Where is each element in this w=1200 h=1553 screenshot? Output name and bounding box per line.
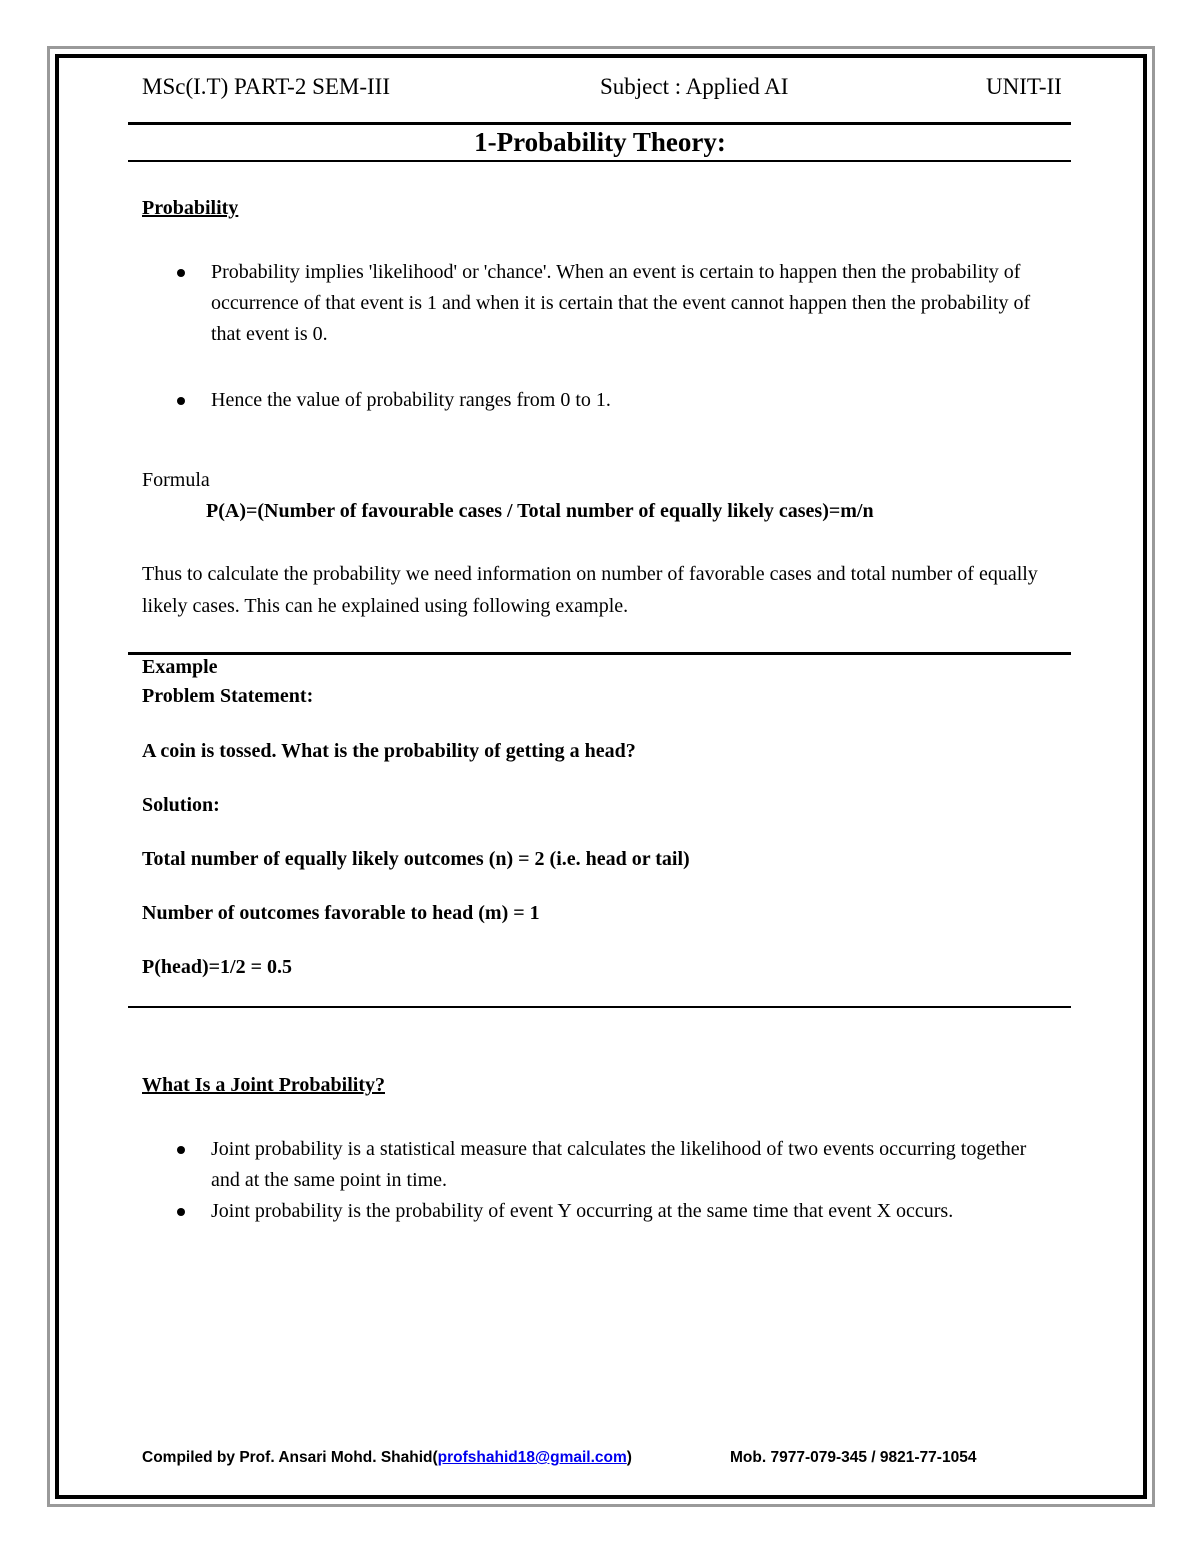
example-rule-top (128, 652, 1071, 655)
solution-label: Solution: (142, 794, 220, 816)
footer-credit (142, 1449, 632, 1467)
footer-prefix: Compiled by Prof. Ansari Mohd. Shahid( (142, 1449, 438, 1466)
joint-bullet-list (140, 1134, 1060, 1227)
page-title: 1-Probability Theory: (474, 127, 726, 157)
problem-question: A coin is tossed. What is the probability of getting a head? (142, 740, 636, 762)
bullet-icon (177, 1208, 185, 1216)
list-item (140, 1196, 1060, 1227)
formula: P(A)=(Number of favourable cases / Total number of equally likely cases)=m/n (206, 500, 874, 522)
bullet-text: Joint probability is the probability of event Y occurring at the same time that event X occurs. (211, 1200, 954, 1222)
list-item (140, 257, 1060, 350)
formula-label: Formula (142, 469, 210, 491)
header-subject: Subject : Applied AI (600, 74, 789, 99)
footer-suffix: ) (626, 1449, 632, 1466)
section-heading-probability: Probability (142, 197, 239, 219)
list-item (140, 385, 1060, 416)
bullet-icon (177, 397, 185, 405)
example-label: Example (142, 656, 218, 678)
bullet-icon (177, 1146, 185, 1154)
header-unit: UNIT-II (986, 74, 1062, 99)
bullet-icon (177, 269, 185, 277)
header-rule-bottom (128, 160, 1071, 162)
header-course: MSc(I.T) PART-2 SEM-III (142, 74, 391, 99)
solution-line-2: Number of outcomes favorable to head (m) = 1 (142, 902, 540, 924)
header-rule-top (128, 122, 1071, 125)
bullet-text: Hence the value of probability ranges from 0 to 1. (211, 389, 611, 411)
bullet-text: Joint probability is a statistical measure that calculates the likelihood of two events occurring together and at the same point in time. (211, 1138, 1027, 1191)
footer-email-link[interactable]: profshahid18@gmail.com (437, 1449, 627, 1466)
probability-bullet-list-2 (140, 385, 1060, 416)
list-item (140, 1134, 1060, 1196)
problem-statement-label: Problem Statement: (142, 685, 314, 707)
solution-line-3: P(head)=1/2 = 0.5 (142, 956, 293, 978)
section-heading-joint-probability: What Is a Joint Probability? (142, 1074, 385, 1096)
example-rule-bottom (128, 1006, 1071, 1008)
bullet-text: Probability implies 'likelihood' or 'chance'. When an event is certain to happen then the probability of occurrence of that event is 1 and when it is certain that the event cannot happen then the probability of that event is 0. (211, 261, 1031, 345)
probability-bullet-list (140, 257, 1060, 350)
solution-line-1: Total number of equally likely outcomes (n) = 2 (i.e. head or tail) (142, 848, 690, 870)
probability-paragraph: Thus to calculate the probability we need information on number of favorable cases and total number of equally likely cases. This can he explained using following example. (142, 563, 1038, 617)
footer-mobile: Mob. 7977-079-345 / 9821-77-1054 (730, 1449, 977, 1466)
